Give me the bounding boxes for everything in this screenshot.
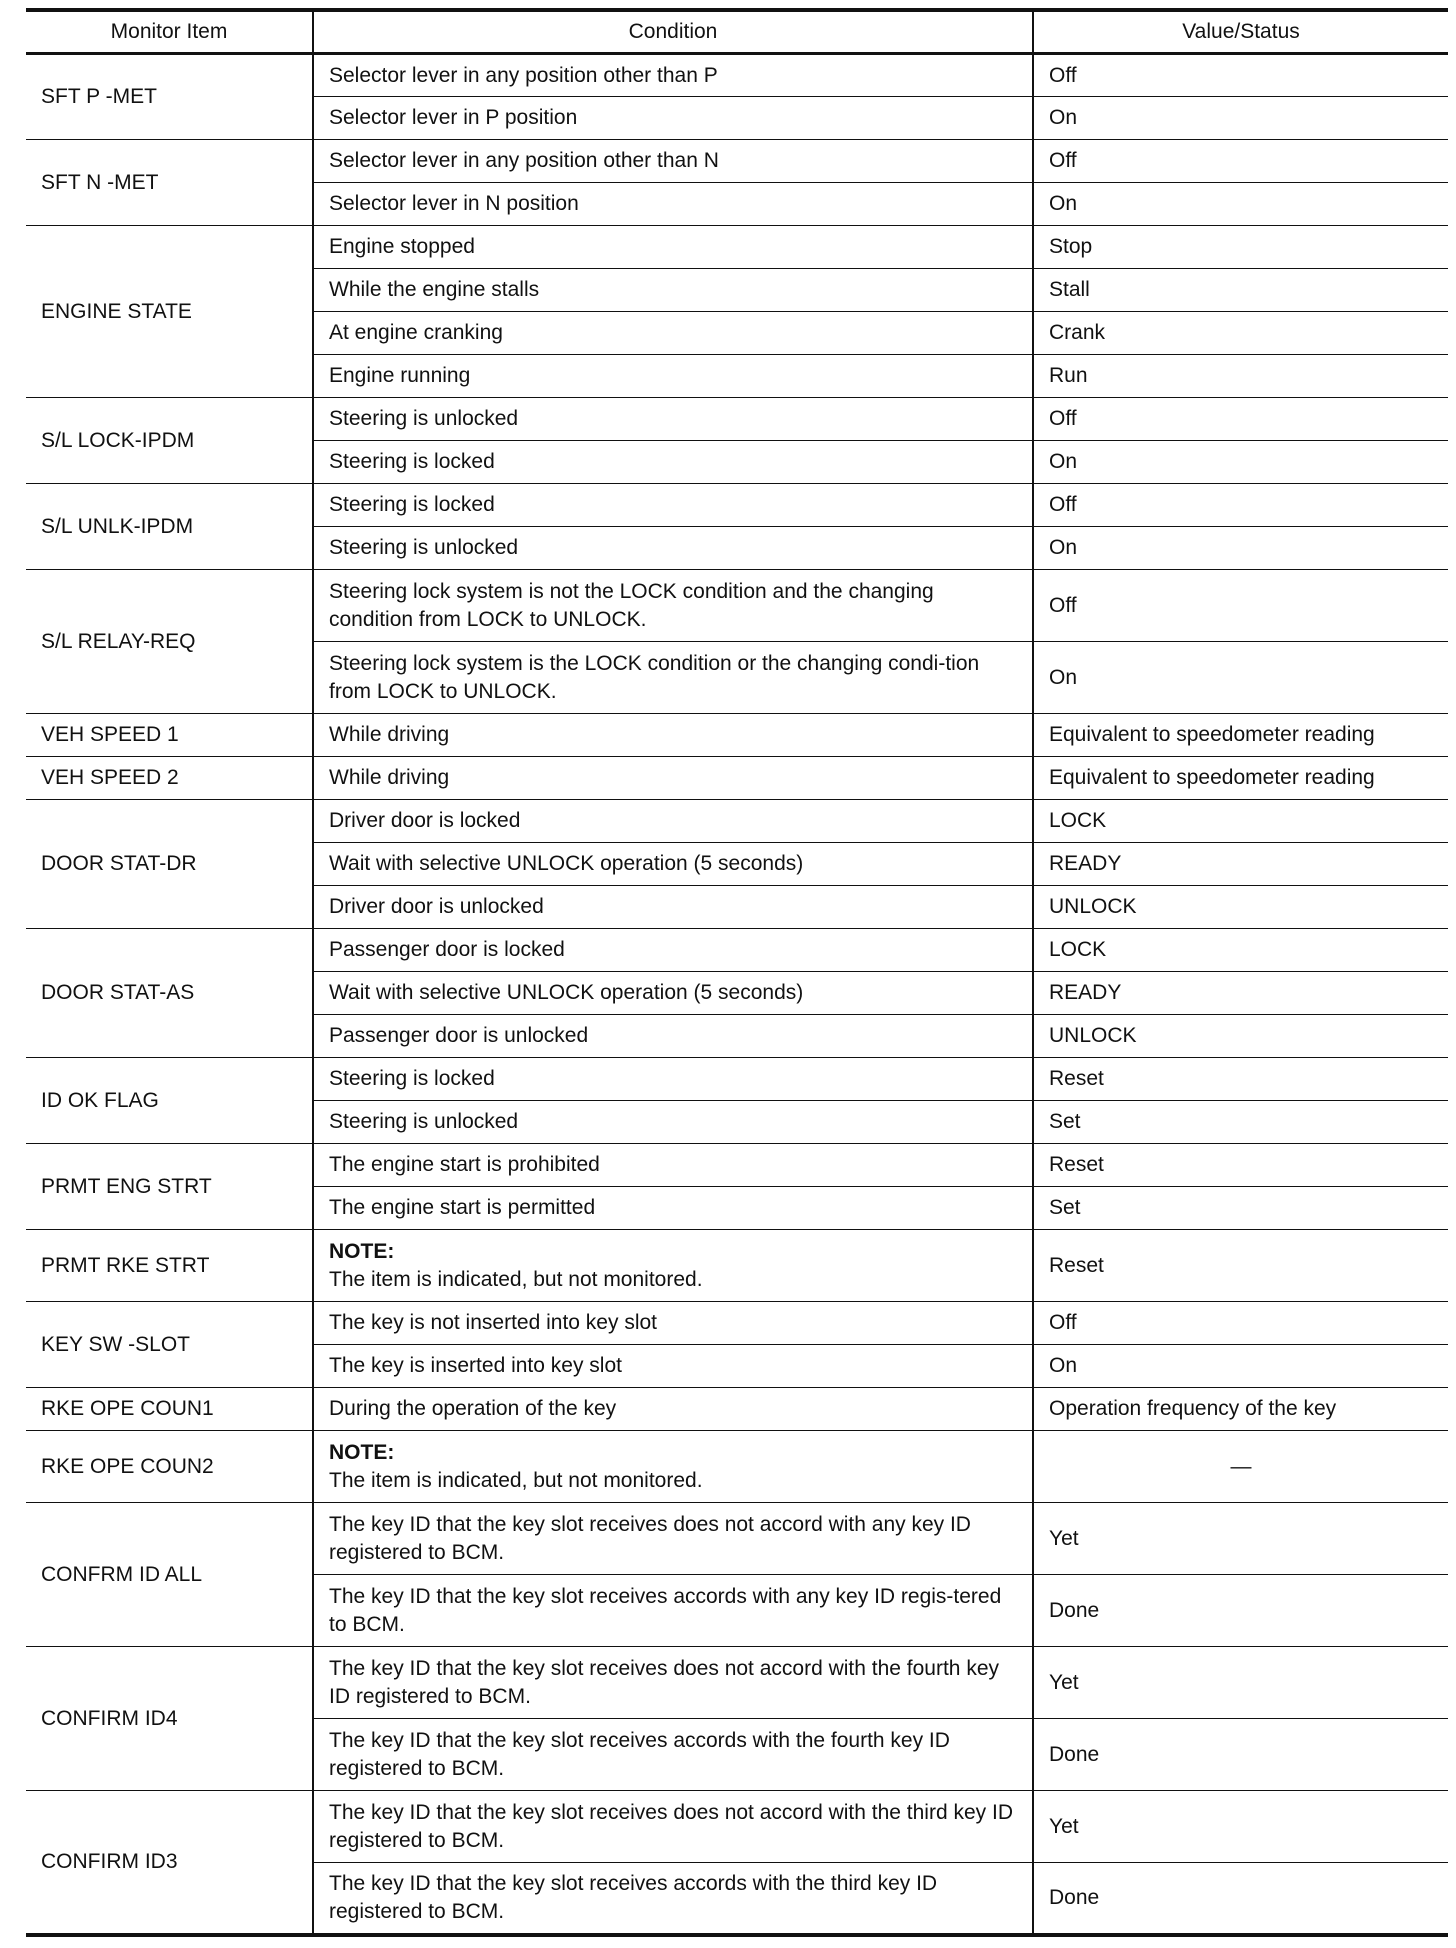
condition-cell: The key ID that the key slot receives accords with the fourth key ID registered to BCM. — [313, 1719, 1033, 1791]
table-row — [26, 1058, 1448, 1101]
condition-cell: Engine stopped — [313, 226, 1033, 269]
value-status-cell: Yet — [1033, 1503, 1448, 1575]
value-status-cell: Operation frequency of the key — [1033, 1388, 1448, 1431]
condition-cell: Wait with selective UNLOCK operation (5 seconds) — [313, 843, 1033, 886]
value-status-cell: On — [1033, 1345, 1448, 1388]
condition-cell — [313, 1431, 1033, 1503]
condition-cell: The key ID that the key slot receives does not accord with the fourth key ID registered to BCM. — [313, 1647, 1033, 1719]
value-status-cell: Run — [1033, 355, 1448, 398]
value-status-cell: — — [1033, 1431, 1448, 1503]
condition-cell: The engine start is prohibited — [313, 1144, 1033, 1187]
condition-cell: Passenger door is unlocked — [313, 1015, 1033, 1058]
monitor-item-cell: DOOR STAT-DR — [26, 800, 313, 929]
table-row — [26, 800, 1448, 843]
monitor-item-cell: S/L LOCK-IPDM — [26, 398, 313, 484]
monitor-item-cell: KEY SW -SLOT — [26, 1302, 313, 1388]
condition-cell: Engine running — [313, 355, 1033, 398]
value-status-cell: On — [1033, 97, 1448, 140]
table-row — [26, 54, 1448, 97]
condition-cell: While the engine stalls — [313, 269, 1033, 312]
condition-cell: Selector lever in any position other than N — [313, 140, 1033, 183]
condition-cell: The key ID that the key slot receives does not accord with any key ID registered to BCM. — [313, 1503, 1033, 1575]
condition-cell: Steering is unlocked — [313, 527, 1033, 570]
table-row — [26, 714, 1448, 757]
value-status-cell: Off — [1033, 484, 1448, 527]
value-status-cell: READY — [1033, 843, 1448, 886]
value-status-cell: Equivalent to speedometer reading — [1033, 757, 1448, 800]
value-status-cell: Reset — [1033, 1230, 1448, 1302]
value-status-cell: On — [1033, 642, 1448, 714]
monitor-item-cell: CONFRM ID ALL — [26, 1503, 313, 1647]
value-status-cell: READY — [1033, 972, 1448, 1015]
condition-cell: Steering is unlocked — [313, 1101, 1033, 1144]
note-label: NOTE: — [329, 1239, 395, 1263]
note-text: The item is indicated, but not monitored. — [329, 1468, 703, 1492]
condition-cell — [313, 1230, 1033, 1302]
monitor-item-cell: PRMT RKE STRT — [26, 1230, 313, 1302]
table-row — [26, 484, 1448, 527]
value-status-cell: On — [1033, 183, 1448, 226]
condition-cell: The key ID that the key slot receives does not accord with the third key ID registered to BCM. — [313, 1791, 1033, 1863]
monitor-item-table — [26, 8, 1448, 1937]
value-status-cell: Off — [1033, 140, 1448, 183]
condition-cell: Selector lever in N position — [313, 183, 1033, 226]
value-status-cell: Reset — [1033, 1058, 1448, 1101]
table-row — [26, 757, 1448, 800]
value-status-cell: Yet — [1033, 1647, 1448, 1719]
table-row — [26, 1302, 1448, 1345]
condition-cell: Wait with selective UNLOCK operation (5 seconds) — [313, 972, 1033, 1015]
value-status-cell: Set — [1033, 1101, 1448, 1144]
table-row — [26, 1647, 1448, 1719]
table-row — [26, 226, 1448, 269]
value-status-cell: Done — [1033, 1863, 1448, 1935]
value-status-cell: Done — [1033, 1719, 1448, 1791]
table-row — [26, 1431, 1448, 1503]
value-status-cell: Crank — [1033, 312, 1448, 355]
header-condition: Condition — [313, 10, 1033, 54]
monitor-item-cell: ENGINE STATE — [26, 226, 313, 398]
monitor-item-cell: VEH SPEED 2 — [26, 757, 313, 800]
condition-cell: Steering is locked — [313, 1058, 1033, 1101]
monitor-item-cell: RKE OPE COUN1 — [26, 1388, 313, 1431]
condition-cell: Driver door is unlocked — [313, 886, 1033, 929]
table-row — [26, 1388, 1448, 1431]
monitor-item-cell: SFT P -MET — [26, 54, 313, 140]
table-row — [26, 140, 1448, 183]
value-status-cell: Reset — [1033, 1144, 1448, 1187]
condition-cell: The key is inserted into key slot — [313, 1345, 1033, 1388]
condition-cell: Steering is unlocked — [313, 398, 1033, 441]
header-value-status: Value/Status — [1033, 10, 1448, 54]
value-status-cell: Off — [1033, 1302, 1448, 1345]
table-header-row — [26, 10, 1448, 54]
condition-cell: Steering is locked — [313, 441, 1033, 484]
table-row — [26, 1791, 1448, 1863]
monitor-item-cell: CONFIRM ID3 — [26, 1791, 313, 1935]
value-status-cell: UNLOCK — [1033, 1015, 1448, 1058]
header-monitor-item: Monitor Item — [26, 10, 313, 54]
value-status-cell: Off — [1033, 54, 1448, 97]
value-status-cell: LOCK — [1033, 929, 1448, 972]
condition-cell: Steering lock system is the LOCK condition or the changing condi-tion from LOCK to UNLOCK. — [313, 642, 1033, 714]
value-status-cell: On — [1033, 527, 1448, 570]
monitor-item-cell: ID OK FLAG — [26, 1058, 313, 1144]
condition-cell: Steering lock system is not the LOCK condition and the changing condition from LOCK to UNLOCK. — [313, 570, 1033, 642]
table-body — [26, 54, 1448, 1935]
value-status-cell: Stop — [1033, 226, 1448, 269]
monitor-table-container — [26, 8, 1448, 1937]
condition-cell: The key ID that the key slot receives accords with the third key ID registered to BCM. — [313, 1863, 1033, 1935]
monitor-item-cell: DOOR STAT-AS — [26, 929, 313, 1058]
value-status-cell: Set — [1033, 1187, 1448, 1230]
value-status-cell: On — [1033, 441, 1448, 484]
monitor-item-cell: CONFIRM ID4 — [26, 1647, 313, 1791]
value-status-cell: Off — [1033, 570, 1448, 642]
condition-cell: While driving — [313, 757, 1033, 800]
value-status-cell: Stall — [1033, 269, 1448, 312]
condition-cell: Steering is locked — [313, 484, 1033, 527]
value-status-cell: Done — [1033, 1575, 1448, 1647]
table-row — [26, 1144, 1448, 1187]
value-status-cell: LOCK — [1033, 800, 1448, 843]
table-row — [26, 1503, 1448, 1575]
condition-cell: While driving — [313, 714, 1033, 757]
table-row — [26, 1230, 1448, 1302]
condition-cell: During the operation of the key — [313, 1388, 1033, 1431]
condition-cell: Driver door is locked — [313, 800, 1033, 843]
table-row — [26, 398, 1448, 441]
condition-cell: Passenger door is locked — [313, 929, 1033, 972]
note-label: NOTE: — [329, 1440, 395, 1464]
monitor-item-cell: S/L RELAY-REQ — [26, 570, 313, 714]
table-row — [26, 570, 1448, 642]
condition-cell: At engine cranking — [313, 312, 1033, 355]
monitor-item-cell: SFT N -MET — [26, 140, 313, 226]
condition-cell: The key ID that the key slot receives accords with any key ID regis-tered to BCM. — [313, 1575, 1033, 1647]
value-status-cell: Off — [1033, 398, 1448, 441]
table-row — [26, 929, 1448, 972]
value-status-cell: Yet — [1033, 1791, 1448, 1863]
value-status-cell: Equivalent to speedometer reading — [1033, 714, 1448, 757]
condition-cell: Selector lever in any position other than P — [313, 54, 1033, 97]
note-text: The item is indicated, but not monitored. — [329, 1267, 703, 1291]
monitor-item-cell: RKE OPE COUN2 — [26, 1431, 313, 1503]
condition-cell: The engine start is permitted — [313, 1187, 1033, 1230]
condition-cell: Selector lever in P position — [313, 97, 1033, 140]
value-status-cell: UNLOCK — [1033, 886, 1448, 929]
monitor-item-cell: PRMT ENG STRT — [26, 1144, 313, 1230]
monitor-item-cell: VEH SPEED 1 — [26, 714, 313, 757]
condition-cell: The key is not inserted into key slot — [313, 1302, 1033, 1345]
monitor-item-cell: S/L UNLK-IPDM — [26, 484, 313, 570]
